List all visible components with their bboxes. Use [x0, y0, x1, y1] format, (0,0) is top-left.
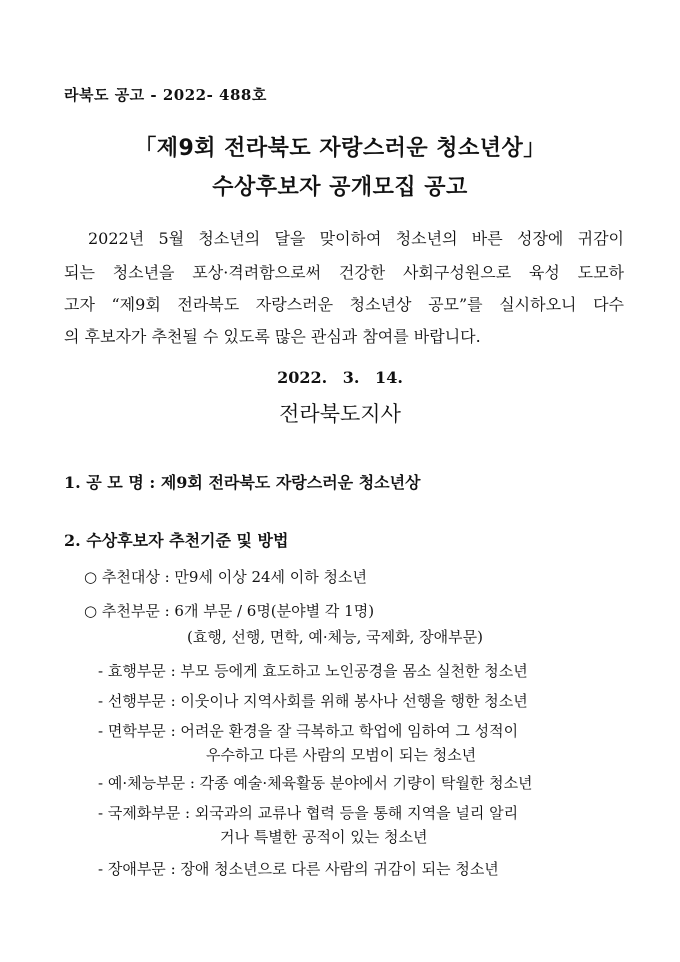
category-good-deeds: - 선행부문 : 이웃이나 지역사회를 위해 봉사나 선행을 행한 청소년 [98, 692, 528, 710]
category-globalization-cont: 거나 특별한 공적이 있는 청소년 [220, 828, 428, 846]
recommendation-categories: ○ 추천부문 : 6개 부문 / 6명(분야별 각 1명) [84, 602, 375, 620]
category-scholarship-cont: 우수하고 다른 사람의 모범이 되는 청소년 [206, 746, 477, 764]
category-arts-sports: - 예·체능부문 : 각종 예술·체육활동 분야에서 기량이 탁월한 청소년 [98, 774, 533, 792]
recommendation-target: ○ 추천대상 : 만9세 이상 24세 이하 청소년 [84, 568, 368, 586]
section-1-contest-name: 1. 공 모 명 : 제9회 전라북도 자랑스러운 청소년상 [64, 473, 421, 492]
intro-line-3: 고자 “제9회 전라북도 자랑스러운 청소년상 공모”를 실시하오니 다수 [64, 295, 624, 314]
category-globalization: - 국제화부문 : 외국과의 교류나 협력 등을 통해 지역을 널리 알리 [98, 804, 519, 822]
category-scholarship: - 면학부문 : 어려운 환경을 잘 극복하고 학업에 임하여 그 성적이 [98, 722, 519, 740]
notice-date: 2022. 3. 14. [277, 368, 403, 387]
category-filial-piety: - 효행부문 : 부모 등에게 효도하고 노인공경을 몸소 실천한 청소년 [98, 662, 528, 680]
section-2-heading: 2. 수상후보자 추천기준 및 방법 [64, 531, 289, 550]
notice-title-line2: 수상후보자 공개모집 공고 [212, 175, 468, 200]
issuing-organization: 전라북도지사 [279, 402, 401, 426]
notice-number: 라북도 공고 - 2022- 488호 [64, 86, 267, 104]
recommendation-categories-list: (효행, 선행, 면학, 예·체능, 국제화, 장애부문) [187, 628, 483, 646]
notice-title-line1: 「제9회 전라북도 자랑스러운 청소년상」 [134, 136, 546, 161]
category-disability: - 장애부문 : 장애 청소년으로 다른 사람의 귀감이 되는 청소년 [98, 860, 499, 878]
intro-line-1: 2022년 5월 청소년의 달을 맞이하여 청소년의 바른 성장에 귀감이 [88, 229, 624, 248]
intro-line-2: 되는 청소년을 포상·격려함으로써 건강한 사회구성원으로 육성 도모하 [64, 263, 624, 282]
intro-line-4: 의 후보자가 추천될 수 있도록 많은 관심과 참여를 바랍니다. [64, 327, 481, 346]
